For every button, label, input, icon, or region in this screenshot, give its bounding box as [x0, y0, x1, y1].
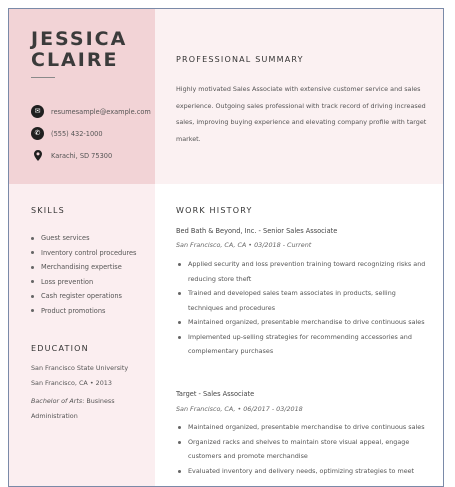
job-bullet: Applied security and loss prevention training toward recognizing risks and reducing store theft	[176, 257, 432, 286]
skill-item: Cash register operations	[31, 289, 136, 304]
job-bullet: Maintained organized, presentable merchandise to drive continuous sales	[176, 420, 432, 435]
education-school: San Francisco State University	[31, 364, 129, 372]
education-location-year: San Francisco, CA • 2013	[31, 379, 112, 387]
first-name: JESSICA	[31, 28, 128, 50]
work-history-heading: WORK HISTORY	[176, 206, 253, 215]
phone-text: (555) 432-1000	[51, 129, 103, 138]
contact-phone	[31, 127, 103, 140]
skill-item: Inventory control procedures	[31, 246, 136, 261]
resume-page	[8, 8, 444, 487]
job-bullets	[176, 257, 432, 359]
contact-location	[31, 149, 112, 162]
job-bullet: Evaluated inventory and delivery needs, optimizing strategies to meet	[176, 464, 432, 479]
email-text: resumesample@example.com	[51, 107, 151, 116]
map-pin-icon	[31, 149, 44, 162]
job-bullet: Maintained organized, presentable merchandise to drive continuous sales	[176, 315, 432, 330]
job-title: Bed Bath & Beyond, Inc. - Senior Sales Associate	[176, 227, 338, 235]
education-field-cont: Administration	[31, 412, 78, 420]
envelope-icon: ✉	[31, 105, 44, 118]
job-bullet: Trained and developed sales team associates in products, selling techniques and procedures	[176, 286, 432, 315]
skill-item: Guest services	[31, 231, 136, 246]
skills-heading: SKILLS	[31, 206, 65, 215]
candidate-name	[31, 29, 127, 71]
contact-email	[31, 105, 151, 118]
job-title: Target - Sales Associate	[176, 390, 255, 398]
job-bullet: Implemented up-selling strategies for recommending accessories and complementary purchases	[176, 330, 432, 359]
name-divider	[31, 77, 55, 78]
education-degree: Bachelor of Arts	[31, 397, 83, 405]
skill-item: Loss prevention	[31, 275, 136, 290]
skill-item: Merchandising expertise	[31, 260, 136, 275]
summary-heading: PROFESSIONAL SUMMARY	[176, 55, 304, 64]
phone-icon: ✆	[31, 127, 44, 140]
location-text: Karachi, SD 75300	[51, 151, 113, 160]
job-meta: San Francisco, CA, • 06/2017 - 03/2018	[176, 405, 303, 413]
last-name: CLAIRE	[31, 49, 119, 71]
skill-item: Product promotions	[31, 304, 136, 319]
job-meta: San Francisco, CA, CA • 03/2018 - Current	[176, 241, 312, 249]
job-bullet: Organized racks and shelves to maintain store visual appeal, engage customers and promote merchandise	[176, 435, 432, 464]
education-degree-line	[31, 397, 115, 405]
summary-text: Highly motivated Sales Associate with extensive customer service and sales experience. Outgoing sales professional with track record of driving increased sales, improving buying experience and elevating company profile with target market.	[176, 85, 427, 143]
education-field: : Business	[82, 397, 115, 405]
skills-list	[31, 231, 136, 318]
job-bullets	[176, 420, 432, 478]
education-heading: EDUCATION	[31, 344, 89, 353]
sidebar-panel	[9, 184, 155, 487]
